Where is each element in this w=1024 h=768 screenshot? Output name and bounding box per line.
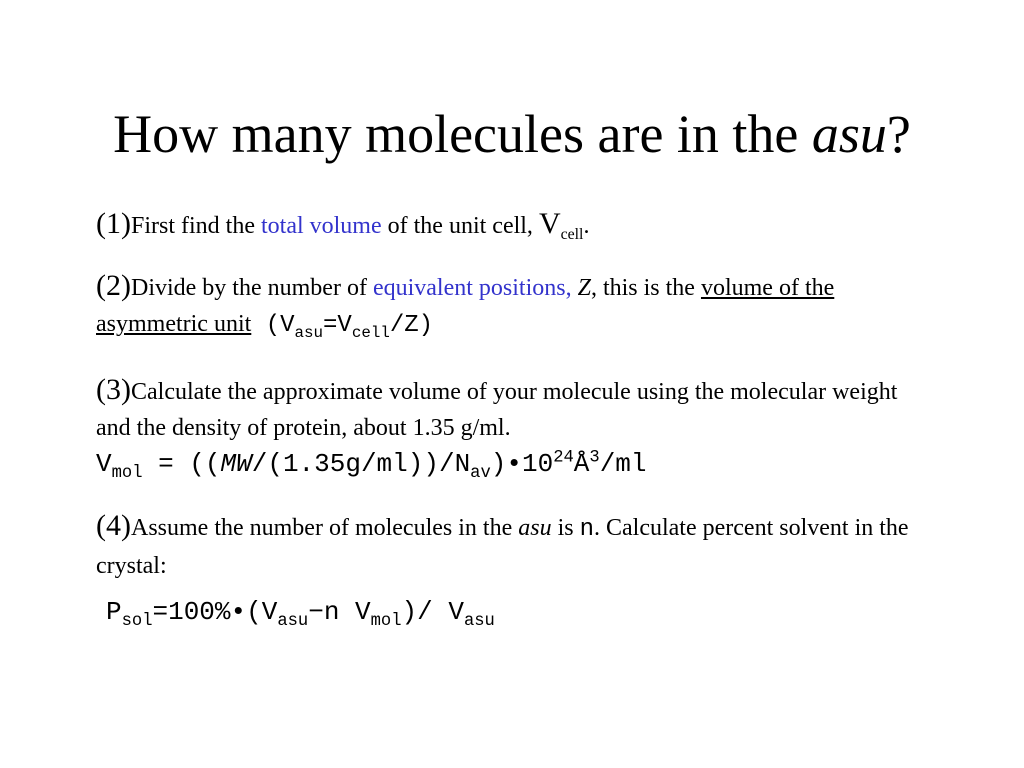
- step-3-formula-a: = ((: [142, 449, 221, 479]
- step-2-formula-mid: =V: [323, 312, 352, 339]
- step-4-text-b: is: [551, 515, 580, 541]
- step-4-n: n: [579, 516, 594, 543]
- step-3: [96, 372, 936, 482]
- step-2-formula-end: /Z): [389, 312, 434, 339]
- step-4-formula-sub-mol: mol: [370, 612, 402, 632]
- step-3-formula-v: V: [96, 449, 112, 479]
- step-4-asu: asu: [518, 515, 552, 541]
- step-2-formula-sub-cell: cell: [351, 323, 390, 342]
- step-2-formula-sub-asu: asu: [294, 323, 324, 342]
- step-3-formula-sup-3: 3: [589, 448, 600, 468]
- step-1-variable: V: [538, 207, 561, 240]
- step-3-formula-angstrom: Å: [573, 449, 590, 479]
- step-4-formula-sub-sol: sol: [121, 612, 153, 632]
- step-1-text-a: First find the: [130, 213, 261, 239]
- step-3-formula-sup-24: 24: [553, 448, 574, 468]
- title-text: How many molecules are in the: [113, 104, 812, 164]
- step-2-formula-open: (V: [251, 312, 295, 339]
- step-2-underlined: volume of the asymmetric unit: [96, 275, 835, 337]
- step-1-period: .: [583, 213, 590, 239]
- step-3-text: Calculate the approximate volume of your molecule using the molecular weight and the density of protein, about 1.35 g/ml.: [96, 379, 898, 441]
- step-3-formula-c: )•10: [490, 449, 554, 479]
- step-4-text-a: Assume the number of molecules in the: [130, 515, 519, 541]
- step-4-formula-sub-asu-2: asu: [463, 612, 495, 632]
- step-1-text-b: of the unit cell,: [381, 213, 539, 239]
- step-4-formula-p: P: [106, 597, 122, 627]
- step-1-highlight: total volume: [260, 213, 382, 239]
- step-3-number: (3): [96, 373, 131, 406]
- step-4-text-c: . Calculate percent solvent in the crystal:: [96, 515, 909, 579]
- step-3-formula-mw: MW: [220, 449, 252, 479]
- step-1-number: (1): [96, 207, 131, 240]
- slide-title: [0, 98, 1024, 170]
- step-4-formula-b: −n V: [308, 597, 371, 627]
- step-3-formula-sub-av: av: [470, 464, 491, 484]
- step-2-z: Z: [577, 275, 591, 301]
- step-2-formula: [251, 312, 434, 342]
- step-3-formula: [96, 446, 936, 482]
- step-2-text-a: Divide by the number of: [130, 275, 373, 301]
- step-3-formula-e: /ml: [599, 449, 647, 479]
- step-2-text-b: , this is the: [590, 275, 701, 301]
- step-4-formula: [96, 594, 936, 630]
- step-2: [96, 268, 936, 344]
- step-4-formula-c: )/ V: [401, 597, 464, 627]
- step-4-formula-sub-asu: asu: [277, 612, 309, 632]
- step-4: [96, 508, 936, 630]
- step-3-formula-sub-mol: mol: [111, 464, 143, 484]
- step-1: [96, 206, 936, 244]
- step-4-number: (4): [96, 509, 131, 542]
- step-4-formula-a: =100%•(V: [152, 597, 278, 627]
- step-2-number: (2): [96, 269, 131, 302]
- title-question-mark: ?: [886, 104, 911, 164]
- step-3-formula-b: /(1.35g/ml))/N: [251, 449, 471, 479]
- step-1-variable-sub: cell: [560, 225, 584, 243]
- step-2-highlight: equivalent positions,: [372, 275, 578, 301]
- title-asu: asu: [811, 104, 887, 164]
